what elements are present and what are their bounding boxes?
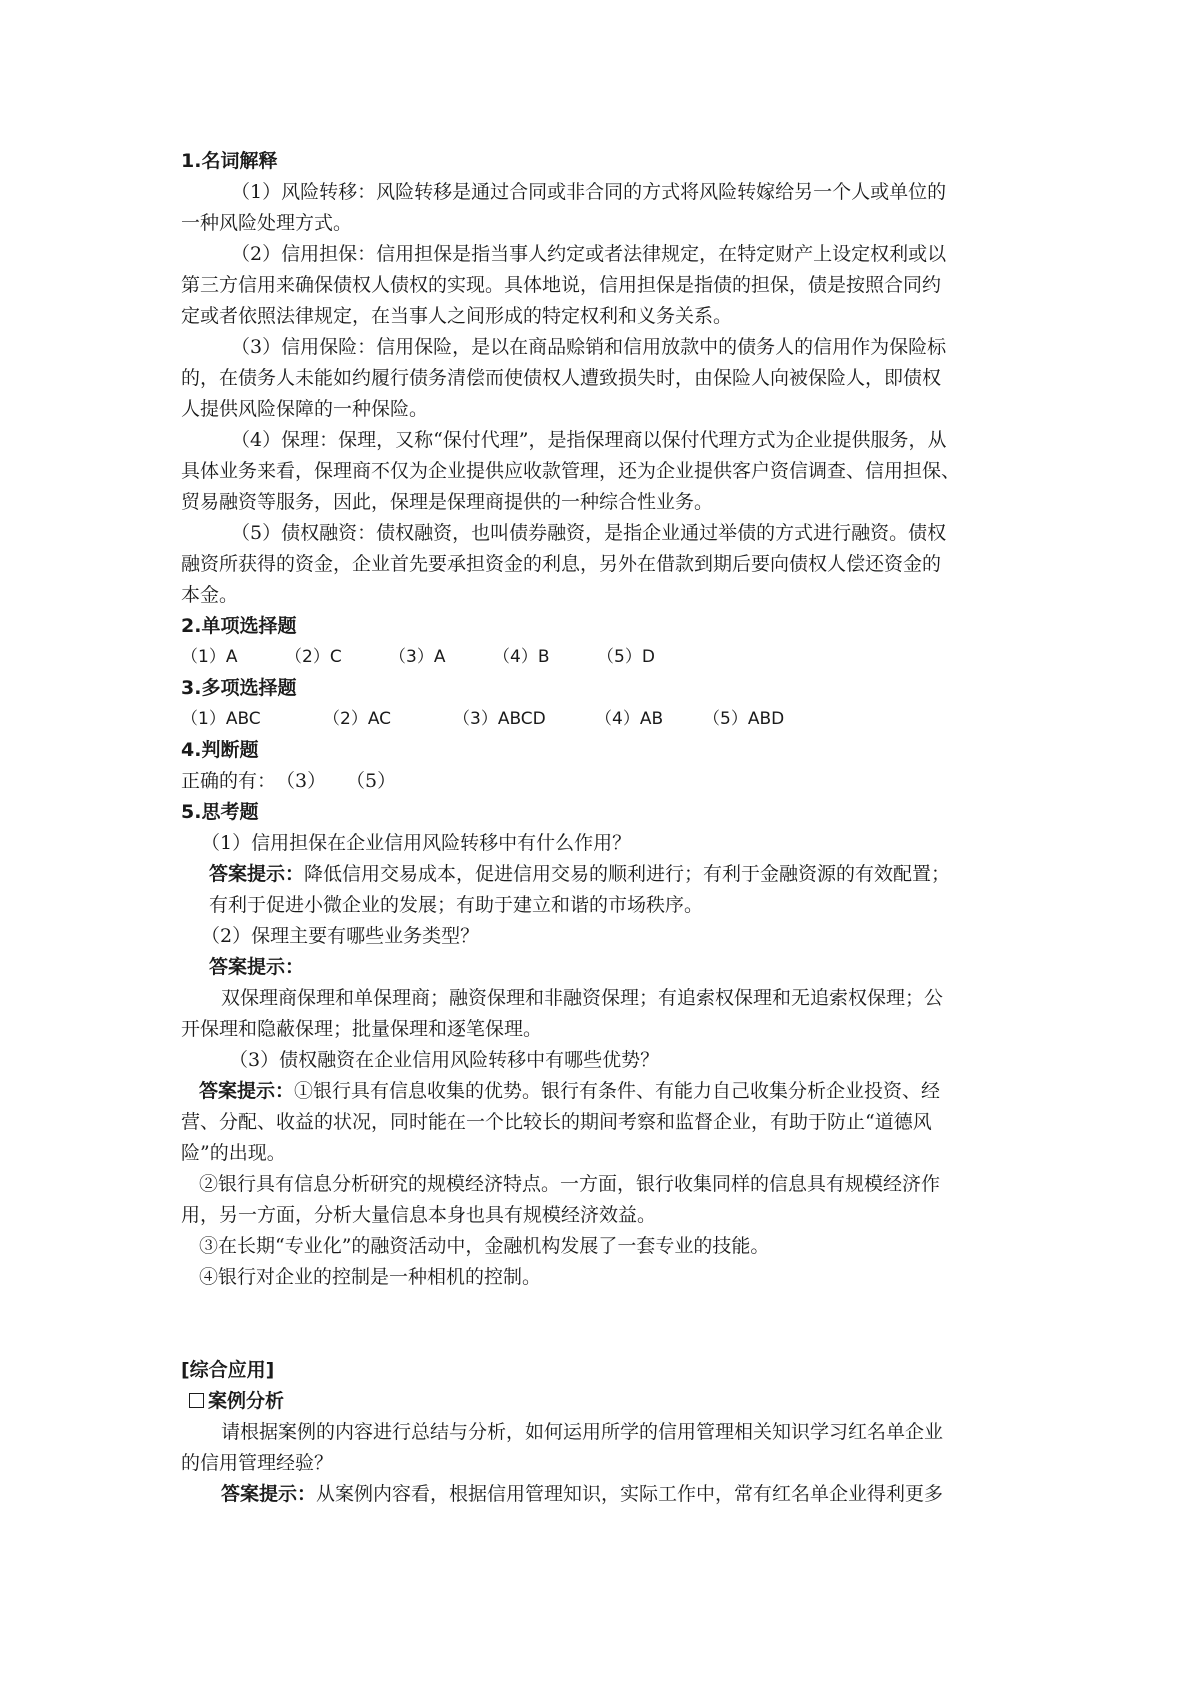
discussion-answer-2-line-2: 开保理和隐蔽保理；批量保理和逐笔保理。 (181, 1018, 543, 1040)
multiple-choice-answer-3: （3）ABCD (453, 709, 546, 729)
discussion-answer-3-line-3: 险”的出现。 (181, 1142, 286, 1164)
answer-text: 降低信用交易成本，促进信用交易的顺利进行；有利于金融资源的有效配置； (304, 863, 951, 885)
glossary-item-3-line-1: （3）信用保险：信用保险，是以在商品赊销和信用放款中的债务人的信用作为保险标 (231, 336, 947, 358)
discussion-question-1: （1）信用担保在企业信用风险转移中有什么作用？ (201, 832, 632, 854)
glossary-item-3-line-3: 人提供风险保障的一种保险。 (181, 398, 429, 420)
section-heading-single-choice: 2.单项选择题 (181, 615, 297, 637)
single-choice-answer-4: （4）B (493, 647, 550, 667)
multiple-choice-answer-2: （2）AC (323, 709, 392, 729)
glossary-item-5-line-3: 本金。 (181, 584, 239, 606)
multiple-choice-answers (181, 704, 1026, 735)
multiple-choice-answer-5: （5）ABD (703, 709, 785, 729)
case-analysis-heading (181, 1386, 1026, 1417)
true-false-item-1: （3） (276, 770, 327, 792)
glossary-item-2-line-3: 定或者依照法律规定，在当事人之间形成的特定权利和义务关系。 (181, 305, 733, 327)
document-content (181, 146, 1026, 1510)
case-analysis-label: 案例分析 (208, 1390, 285, 1412)
single-choice-answer-5: （5）D (597, 647, 655, 667)
discussion-answer-3-point-3: ③在长期“专业化”的融资活动中，金融机构发展了一套专业的技能。 (199, 1235, 770, 1257)
single-choice-answer-2: （2）C (285, 647, 342, 667)
case-prompt-line-2: 的信用管理经验？ (181, 1452, 334, 1474)
glossary-item-4-line-1: （4）保理：保理，又称“保付代理”，是指保理商以保付代理方式为企业提供服务，从 (231, 429, 947, 451)
glossary-item-4-line-2: 具体业务来看，保理商不仅为企业提供应收款管理，还为企业提供客户资信调查、信用担保、 (181, 460, 961, 482)
single-choice-answer-3: （3）A (389, 647, 446, 667)
single-choice-answer-1: （1）A (181, 647, 238, 667)
section-heading-true-false: 4.判断题 (181, 739, 259, 761)
discussion-question-2: （2）保理主要有哪些业务类型？ (201, 925, 480, 947)
discussion-answer-1-line-2: 有利于促进小微企业的发展；有助于建立和谐的市场秩序。 (209, 894, 704, 916)
checkbox-icon (189, 1393, 204, 1408)
discussion-answer-3-point-2-line-1: ②银行具有信息分析研究的规模经济特点。一方面，银行收集同样的信息具有规模经济作 (199, 1173, 941, 1195)
section-heading-discussion: 5.思考题 (181, 801, 259, 823)
glossary-item-4-line-3: 贸易融资等服务，因此，保理是保理商提供的一种综合性业务。 (181, 491, 714, 513)
discussion-answer-3-point-4: ④银行对企业的控制是一种相机的控制。 (199, 1266, 542, 1288)
answer-hint-label: 答案提示： (199, 1080, 295, 1102)
glossary-item-1-line-1: （1）风险转移：风险转移是通过合同或非合同的方式将风险转嫁给另一个人或单位的 (231, 181, 947, 203)
glossary-item-2-line-2: 第三方信用来确保债权人债权的实现。具体地说，信用担保是指债的担保，债是按照合同约 (181, 274, 942, 296)
true-false-answers (181, 766, 1026, 797)
glossary-item-3-line-2: 的，在债务人未能如约履行债务清偿而使债权人遭致损失时，由保险人向被保险人，即债权 (181, 367, 942, 389)
case-answer-line-1 (181, 1479, 1026, 1510)
case-prompt-line-1: 请根据案例的内容进行总结与分析，如何运用所学的信用管理相关知识学习红名单企业 (221, 1421, 944, 1443)
section-heading-glossary: 1.名词解释 (181, 150, 278, 172)
section-heading-multiple-choice: 3.多项选择题 (181, 677, 297, 699)
answer-hint-label: 答案提示： (221, 1483, 317, 1505)
glossary-item-2-line-1: （2）信用担保：信用担保是指当事人约定或者法律规定，在特定财产上设定权利或以 (231, 243, 947, 265)
answer-text: ①银行具有信息收集的优势。银行有条件、有能力自己收集分析企业投资、经 (294, 1080, 941, 1102)
discussion-answer-3-line-1 (181, 1076, 1026, 1107)
discussion-answer-1-line-1 (181, 859, 1026, 890)
section-spacer (181, 1293, 1026, 1355)
answer-hint-label: 答案提示： (209, 863, 305, 885)
true-false-item-2: （5） (346, 770, 397, 792)
multiple-choice-answer-1: （1）ABC (181, 709, 261, 729)
true-false-label: 正确的有： (181, 770, 277, 792)
multiple-choice-answer-4: （4）AB (595, 709, 664, 729)
glossary-item-1-line-2: 一种风险处理方式。 (181, 212, 353, 234)
section-heading-application: [综合应用] (181, 1359, 275, 1381)
discussion-answer-3-point-2-line-2: 用，另一方面，分析大量信息本身也具有规模经济效益。 (181, 1204, 657, 1226)
discussion-answer-2-line-1: 双保理商保理和单保理商；融资保理和非融资保理；有追索权保理和无追索权保理；公 (221, 987, 944, 1009)
discussion-answer-3-line-2: 营、分配、收益的状况，同时能在一个比较长的期间考察和监督企业，有助于防止“道德风 (181, 1111, 932, 1133)
single-choice-answers (181, 642, 1026, 673)
glossary-item-5-line-2: 融资所获得的资金，企业首先要承担资金的利息，另外在借款到期后要向债权人偿还资金的 (181, 553, 942, 575)
glossary-item-5-line-1: （5）债权融资：债权融资，也叫债券融资，是指企业通过举债的方式进行融资。债权 (231, 522, 947, 544)
discussion-question-3: （3）债权融资在企业信用风险转移中有哪些优势？ (229, 1049, 660, 1071)
discussion-answer-2-label: 答案提示： (209, 956, 305, 978)
answer-text: 从案例内容看，根据信用管理知识，实际工作中，常有红名单企业得利更多 (316, 1483, 944, 1505)
